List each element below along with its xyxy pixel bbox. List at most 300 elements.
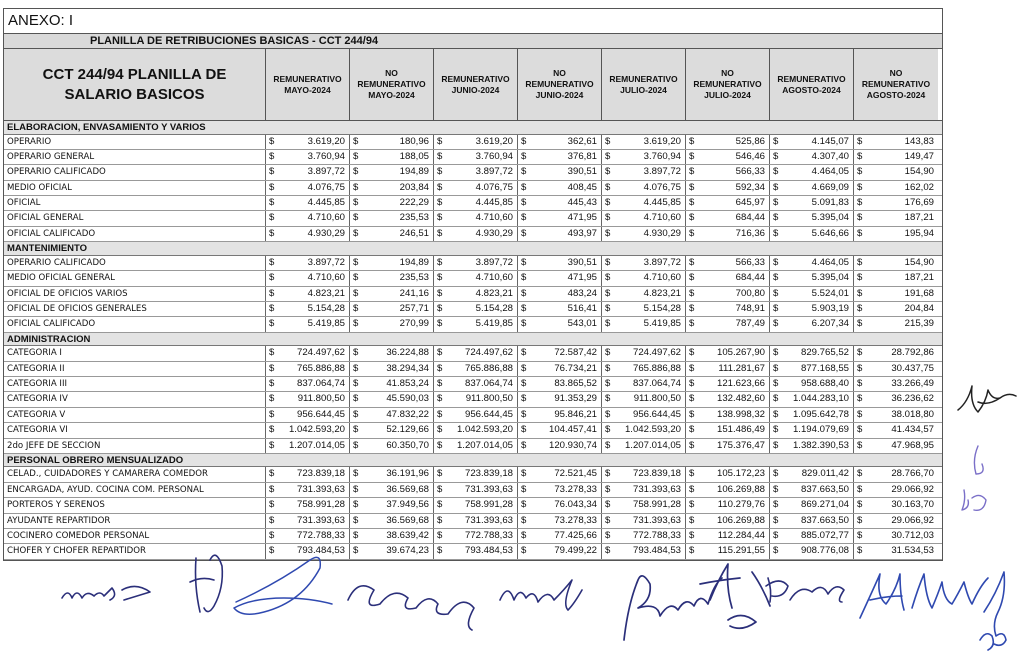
currency-symbol: $ bbox=[689, 468, 695, 480]
amount-cell bbox=[854, 377, 938, 391]
currency-symbol: $ bbox=[353, 499, 359, 511]
row-category-name: OPERARIO GENERAL bbox=[4, 150, 266, 164]
currency-symbol: $ bbox=[521, 468, 527, 480]
amount-cell bbox=[350, 165, 434, 179]
amount-value: 76.043,34 bbox=[554, 499, 597, 511]
amount-cell bbox=[518, 392, 602, 406]
amount-cell bbox=[686, 165, 770, 179]
amount-cell bbox=[854, 408, 938, 422]
amount-cell bbox=[686, 483, 770, 497]
currency-symbol: $ bbox=[353, 212, 359, 224]
amount-value: 5.419,85 bbox=[307, 318, 345, 330]
amount-cell bbox=[434, 392, 518, 406]
currency-symbol: $ bbox=[857, 318, 863, 330]
currency-symbol: $ bbox=[605, 393, 611, 405]
row-category-name: CELAD., CUIDADORES Y CAMARERA COMEDOR bbox=[4, 467, 266, 481]
currency-symbol: $ bbox=[857, 393, 863, 405]
amount-value: 5.395,04 bbox=[811, 272, 849, 284]
amount-cell bbox=[686, 256, 770, 270]
currency-symbol: $ bbox=[689, 150, 695, 162]
table-row bbox=[4, 392, 942, 407]
table-row bbox=[4, 150, 942, 165]
amount-cell bbox=[434, 211, 518, 225]
amount-value: 28.792,86 bbox=[891, 347, 934, 359]
column-header bbox=[518, 49, 602, 120]
amount-value: 180,96 bbox=[399, 135, 429, 147]
currency-symbol: $ bbox=[773, 377, 779, 389]
amount-value: 36.224,88 bbox=[386, 347, 429, 359]
column-header-line: NO bbox=[553, 68, 566, 78]
amount-cell bbox=[770, 256, 854, 270]
amount-cell bbox=[770, 196, 854, 210]
currency-symbol: $ bbox=[269, 212, 275, 224]
amount-value: 4.930,29 bbox=[475, 227, 513, 239]
amount-cell bbox=[602, 317, 686, 331]
amount-value: 203,84 bbox=[399, 181, 429, 193]
amount-cell bbox=[602, 287, 686, 301]
currency-symbol: $ bbox=[689, 256, 695, 268]
amount-cell bbox=[350, 256, 434, 270]
amount-cell bbox=[686, 544, 770, 558]
amount-value: 115.291,55 bbox=[717, 545, 765, 557]
currency-symbol: $ bbox=[773, 347, 779, 359]
amount-value: 5.395,04 bbox=[811, 212, 849, 224]
amount-value: 154,90 bbox=[904, 256, 934, 268]
amount-value: 112.284,44 bbox=[717, 529, 765, 541]
amount-value: 772.788,33 bbox=[296, 529, 345, 541]
amount-cell bbox=[686, 317, 770, 331]
row-category-name: OPERARIO CALIFICADO bbox=[4, 256, 266, 270]
table-row bbox=[4, 271, 942, 286]
amount-value: 731.393,63 bbox=[464, 483, 513, 495]
amount-value: 38.018,80 bbox=[891, 408, 934, 420]
currency-symbol: $ bbox=[353, 287, 359, 299]
amount-cell bbox=[602, 181, 686, 195]
currency-symbol: $ bbox=[857, 362, 863, 374]
amount-cell bbox=[518, 150, 602, 164]
currency-symbol: $ bbox=[689, 483, 695, 495]
row-category-name: ENCARGADA, AYUD. COCINA COM. PERSONAL bbox=[4, 483, 266, 497]
amount-cell bbox=[434, 256, 518, 270]
currency-symbol: $ bbox=[689, 287, 695, 299]
amount-value: 645,97 bbox=[735, 197, 765, 209]
amount-value: 837.663,50 bbox=[800, 514, 849, 526]
currency-symbol: $ bbox=[437, 287, 443, 299]
amount-cell bbox=[770, 392, 854, 406]
currency-symbol: $ bbox=[689, 362, 695, 374]
table-row bbox=[4, 362, 942, 377]
amount-value: 837.064,74 bbox=[464, 377, 513, 389]
column-header-line: JULIO-2024 bbox=[704, 90, 751, 100]
amount-cell bbox=[602, 362, 686, 376]
amount-cell bbox=[518, 165, 602, 179]
amount-value: 1.042.593,20 bbox=[624, 424, 681, 436]
table-row bbox=[4, 256, 942, 271]
currency-symbol: $ bbox=[521, 362, 527, 374]
amount-value: 95.846,21 bbox=[554, 408, 597, 420]
amount-value: 246,51 bbox=[399, 227, 429, 239]
currency-symbol: $ bbox=[857, 150, 863, 162]
amount-cell bbox=[434, 498, 518, 512]
currency-symbol: $ bbox=[437, 256, 443, 268]
amount-cell bbox=[350, 227, 434, 241]
amount-value: 5.524,01 bbox=[811, 287, 849, 299]
currency-symbol: $ bbox=[773, 272, 779, 284]
currency-symbol: $ bbox=[521, 483, 527, 495]
currency-symbol: $ bbox=[857, 377, 863, 389]
amount-cell bbox=[686, 392, 770, 406]
amount-cell bbox=[602, 498, 686, 512]
amount-value: 5.091,83 bbox=[811, 197, 849, 209]
currency-symbol: $ bbox=[605, 483, 611, 495]
amount-value: 731.393,63 bbox=[296, 514, 345, 526]
currency-symbol: $ bbox=[437, 529, 443, 541]
amount-cell bbox=[518, 196, 602, 210]
currency-symbol: $ bbox=[437, 545, 443, 557]
currency-symbol: $ bbox=[689, 227, 695, 239]
currency-symbol: $ bbox=[773, 424, 779, 436]
column-header-line: JULIO-2024 bbox=[620, 84, 667, 95]
amount-cell bbox=[854, 514, 938, 528]
amount-cell bbox=[602, 544, 686, 558]
amount-value: 4.445,85 bbox=[307, 197, 345, 209]
currency-symbol: $ bbox=[857, 347, 863, 359]
currency-symbol: $ bbox=[353, 393, 359, 405]
amount-cell bbox=[350, 287, 434, 301]
amount-cell bbox=[518, 483, 602, 497]
column-header bbox=[266, 49, 350, 120]
currency-symbol: $ bbox=[269, 393, 275, 405]
amount-cell bbox=[350, 467, 434, 481]
currency-symbol: $ bbox=[773, 408, 779, 420]
amount-value: 4.464,05 bbox=[811, 166, 849, 178]
currency-symbol: $ bbox=[689, 439, 695, 451]
currency-symbol: $ bbox=[353, 377, 359, 389]
amount-value: 684,44 bbox=[735, 212, 765, 224]
amount-cell bbox=[854, 317, 938, 331]
currency-symbol: $ bbox=[857, 181, 863, 193]
currency-symbol: $ bbox=[605, 439, 611, 451]
amount-cell bbox=[266, 439, 350, 453]
currency-symbol: $ bbox=[605, 318, 611, 330]
amount-cell bbox=[266, 467, 350, 481]
amount-value: 908.776,08 bbox=[800, 545, 849, 557]
amount-cell bbox=[770, 514, 854, 528]
section-header: ADMINISTRACION bbox=[4, 333, 942, 347]
currency-symbol: $ bbox=[857, 166, 863, 178]
amount-cell bbox=[518, 408, 602, 422]
amount-value: 77.425,66 bbox=[554, 529, 597, 541]
amount-cell bbox=[350, 271, 434, 285]
currency-symbol: $ bbox=[521, 318, 527, 330]
currency-symbol: $ bbox=[437, 393, 443, 405]
amount-cell bbox=[686, 271, 770, 285]
currency-symbol: $ bbox=[521, 424, 527, 436]
amount-cell bbox=[350, 135, 434, 149]
amount-value: 4.710,60 bbox=[643, 212, 681, 224]
amount-value: 111.281,67 bbox=[718, 362, 765, 374]
amount-cell bbox=[434, 227, 518, 241]
amount-cell bbox=[854, 287, 938, 301]
currency-symbol: $ bbox=[269, 272, 275, 284]
currency-symbol: $ bbox=[521, 166, 527, 178]
currency-symbol: $ bbox=[773, 212, 779, 224]
amount-value: 765.886,88 bbox=[296, 362, 345, 374]
currency-symbol: $ bbox=[605, 287, 611, 299]
amount-value: 837.064,74 bbox=[632, 377, 681, 389]
amount-cell bbox=[770, 529, 854, 543]
amount-value: 37.949,56 bbox=[386, 499, 429, 511]
currency-symbol: $ bbox=[605, 302, 611, 314]
amount-value: 3.619,20 bbox=[475, 135, 513, 147]
amount-cell bbox=[854, 211, 938, 225]
amount-cell bbox=[266, 544, 350, 558]
amount-cell bbox=[434, 196, 518, 210]
amount-value: 4.823,21 bbox=[307, 287, 345, 299]
currency-symbol: $ bbox=[689, 545, 695, 557]
amount-value: 30.712,03 bbox=[891, 529, 934, 541]
amount-cell bbox=[266, 150, 350, 164]
currency-symbol: $ bbox=[437, 362, 443, 374]
amount-cell bbox=[854, 423, 938, 437]
amount-cell bbox=[266, 483, 350, 497]
currency-symbol: $ bbox=[521, 181, 527, 193]
amount-cell bbox=[434, 287, 518, 301]
currency-symbol: $ bbox=[605, 166, 611, 178]
amount-cell bbox=[350, 302, 434, 316]
amount-value: 106.269,88 bbox=[716, 514, 765, 526]
amount-value: 1.207.014,05 bbox=[288, 439, 345, 451]
column-header-line: REMUNERATIVO bbox=[693, 79, 762, 89]
column-header-line: NO bbox=[721, 68, 734, 78]
amount-value: 787,49 bbox=[735, 318, 765, 330]
column-header-line: REMUNERATIVO bbox=[525, 79, 594, 89]
amount-cell bbox=[854, 271, 938, 285]
currency-symbol: $ bbox=[773, 181, 779, 193]
amount-cell bbox=[602, 302, 686, 316]
amount-value: 1.207.014,05 bbox=[624, 439, 681, 451]
amount-cell bbox=[266, 211, 350, 225]
table-row bbox=[4, 439, 942, 454]
currency-symbol: $ bbox=[521, 377, 527, 389]
amount-cell bbox=[266, 514, 350, 528]
amount-cell bbox=[686, 211, 770, 225]
amount-value: 724.497,62 bbox=[632, 347, 681, 359]
amount-value: 73.278,33 bbox=[554, 514, 597, 526]
amount-cell bbox=[770, 346, 854, 360]
row-category-name: MEDIO OFICIAL bbox=[4, 181, 266, 195]
amount-value: 3.897,72 bbox=[475, 256, 513, 268]
currency-symbol: $ bbox=[857, 256, 863, 268]
amount-value: 5.154,28 bbox=[475, 302, 513, 314]
amount-value: 869.271,04 bbox=[800, 499, 849, 511]
amount-value: 772.788,33 bbox=[632, 529, 681, 541]
amount-value: 408,45 bbox=[567, 181, 597, 193]
currency-symbol: $ bbox=[269, 197, 275, 209]
amount-value: 194,89 bbox=[399, 256, 429, 268]
amount-cell bbox=[602, 256, 686, 270]
row-category-name: CATEGORIA I bbox=[4, 346, 266, 360]
column-header bbox=[770, 49, 854, 120]
amount-value: 958.688,40 bbox=[800, 377, 849, 389]
currency-symbol: $ bbox=[353, 166, 359, 178]
currency-symbol: $ bbox=[437, 181, 443, 193]
currency-symbol: $ bbox=[269, 424, 275, 436]
column-header bbox=[434, 49, 518, 120]
amount-value: 175.376,47 bbox=[716, 439, 765, 451]
amount-cell bbox=[770, 211, 854, 225]
column-header-line: AGOSTO-2024 bbox=[782, 84, 841, 95]
row-category-name: OFICIAL bbox=[4, 196, 266, 210]
amount-value: 731.393,63 bbox=[632, 514, 681, 526]
amount-value: 194,89 bbox=[399, 166, 429, 178]
currency-symbol: $ bbox=[689, 197, 695, 209]
currency-symbol: $ bbox=[605, 227, 611, 239]
amount-value: 4.823,21 bbox=[475, 287, 513, 299]
amount-cell bbox=[434, 302, 518, 316]
amount-value: 30.163,70 bbox=[891, 499, 934, 511]
amount-value: 362,61 bbox=[567, 135, 597, 147]
amount-cell bbox=[350, 544, 434, 558]
amount-value: 543,01 bbox=[567, 318, 597, 330]
amount-value: 72.521,45 bbox=[554, 468, 597, 480]
column-header-line: JUNIO-2024 bbox=[451, 84, 500, 95]
amount-cell bbox=[518, 439, 602, 453]
currency-symbol: $ bbox=[773, 499, 779, 511]
amount-cell bbox=[686, 439, 770, 453]
currency-symbol: $ bbox=[269, 302, 275, 314]
amount-cell bbox=[602, 135, 686, 149]
currency-symbol: $ bbox=[353, 197, 359, 209]
column-header-line: REMUNERATIVO bbox=[273, 73, 342, 84]
amount-value: 731.393,63 bbox=[632, 483, 681, 495]
header-category-line: SALARIO BASICOS bbox=[64, 85, 205, 103]
amount-cell bbox=[518, 135, 602, 149]
currency-symbol: $ bbox=[437, 150, 443, 162]
column-header-line: REMUNERATIVO bbox=[777, 73, 846, 84]
currency-symbol: $ bbox=[521, 150, 527, 162]
amount-value: 956.644,45 bbox=[464, 408, 513, 420]
table-header bbox=[4, 49, 942, 121]
amount-cell bbox=[854, 439, 938, 453]
amount-cell bbox=[266, 529, 350, 543]
amount-cell bbox=[266, 271, 350, 285]
row-category-name: OFICIAL DE OFICIOS VARIOS bbox=[4, 287, 266, 301]
currency-symbol: $ bbox=[521, 256, 527, 268]
row-category-name: OFICIAL GENERAL bbox=[4, 211, 266, 225]
amount-value: 4.710,60 bbox=[475, 212, 513, 224]
currency-symbol: $ bbox=[773, 227, 779, 239]
amount-value: 956.644,45 bbox=[296, 408, 345, 420]
amount-value: 39.674,23 bbox=[386, 545, 429, 557]
amount-value: 222,29 bbox=[399, 197, 429, 209]
currency-symbol: $ bbox=[521, 393, 527, 405]
section-header: ELABORACION, ENVASAMIENTO Y VARIOS bbox=[4, 121, 942, 135]
amount-value: 758.991,28 bbox=[632, 499, 681, 511]
row-category-name: CATEGORIA V bbox=[4, 408, 266, 422]
column-header-line: NO bbox=[385, 68, 398, 78]
table-row bbox=[4, 287, 942, 302]
currency-symbol: $ bbox=[269, 529, 275, 541]
amount-cell bbox=[770, 498, 854, 512]
amount-value: 1.194.079,69 bbox=[792, 424, 849, 436]
amount-value: 105.172,23 bbox=[716, 468, 765, 480]
amount-value: 5.154,28 bbox=[307, 302, 345, 314]
amount-value: 4.445,85 bbox=[643, 197, 681, 209]
amount-cell bbox=[350, 392, 434, 406]
amount-value: 4.710,60 bbox=[475, 272, 513, 284]
currency-symbol: $ bbox=[605, 514, 611, 526]
amount-value: 4.823,21 bbox=[643, 287, 681, 299]
amount-cell bbox=[770, 483, 854, 497]
amount-cell bbox=[770, 439, 854, 453]
amount-value: 270,99 bbox=[399, 318, 429, 330]
amount-cell bbox=[350, 377, 434, 391]
amount-value: 716,36 bbox=[735, 227, 765, 239]
currency-symbol: $ bbox=[857, 514, 863, 526]
currency-symbol: $ bbox=[353, 362, 359, 374]
amount-value: 151.486,49 bbox=[716, 424, 765, 436]
currency-symbol: $ bbox=[521, 529, 527, 541]
amount-cell bbox=[266, 135, 350, 149]
column-header-line: REMUNERATIVO bbox=[609, 73, 678, 84]
amount-value: 5.903,19 bbox=[811, 302, 849, 314]
amount-value: 235,53 bbox=[399, 272, 429, 284]
column-header-line: REMUNERATIVO bbox=[441, 73, 510, 84]
amount-value: 72.587,42 bbox=[554, 347, 597, 359]
amount-cell bbox=[854, 467, 938, 481]
row-category-name: CATEGORIA II bbox=[4, 362, 266, 376]
amount-cell bbox=[686, 514, 770, 528]
currency-symbol: $ bbox=[689, 377, 695, 389]
row-category-name: COCINERO COMEDOR PERSONAL bbox=[4, 529, 266, 543]
currency-symbol: $ bbox=[437, 227, 443, 239]
amount-cell bbox=[350, 317, 434, 331]
amount-cell bbox=[350, 346, 434, 360]
currency-symbol: $ bbox=[773, 393, 779, 405]
amount-value: 195,94 bbox=[904, 227, 934, 239]
amount-value: 5.419,85 bbox=[475, 318, 513, 330]
currency-symbol: $ bbox=[269, 347, 275, 359]
currency-symbol: $ bbox=[605, 529, 611, 541]
row-category-name: MEDIO OFICIAL GENERAL bbox=[4, 271, 266, 285]
amount-cell bbox=[434, 377, 518, 391]
amount-value: 1.042.593,20 bbox=[288, 424, 345, 436]
currency-symbol: $ bbox=[437, 377, 443, 389]
table-row bbox=[4, 317, 942, 332]
column-header-line: REMUNERATIVO bbox=[861, 79, 931, 89]
currency-symbol: $ bbox=[269, 256, 275, 268]
amount-cell bbox=[686, 377, 770, 391]
amount-cell bbox=[350, 423, 434, 437]
amount-cell bbox=[518, 377, 602, 391]
currency-symbol: $ bbox=[437, 302, 443, 314]
amount-value: 187,21 bbox=[904, 212, 934, 224]
table-row bbox=[4, 165, 942, 180]
amount-value: 1.095.642,78 bbox=[792, 408, 849, 420]
period-column-headers bbox=[266, 49, 938, 120]
amount-value: 47.968,95 bbox=[891, 439, 934, 451]
row-category-name: PORTEROS Y SERENOS bbox=[4, 498, 266, 512]
amount-cell bbox=[770, 287, 854, 301]
amount-value: 471,95 bbox=[567, 272, 597, 284]
currency-symbol: $ bbox=[689, 424, 695, 436]
amount-cell bbox=[602, 150, 686, 164]
amount-value: 911.800,50 bbox=[465, 393, 513, 405]
amount-cell bbox=[602, 165, 686, 179]
amount-cell bbox=[686, 181, 770, 195]
amount-value: 793.484,53 bbox=[464, 545, 513, 557]
